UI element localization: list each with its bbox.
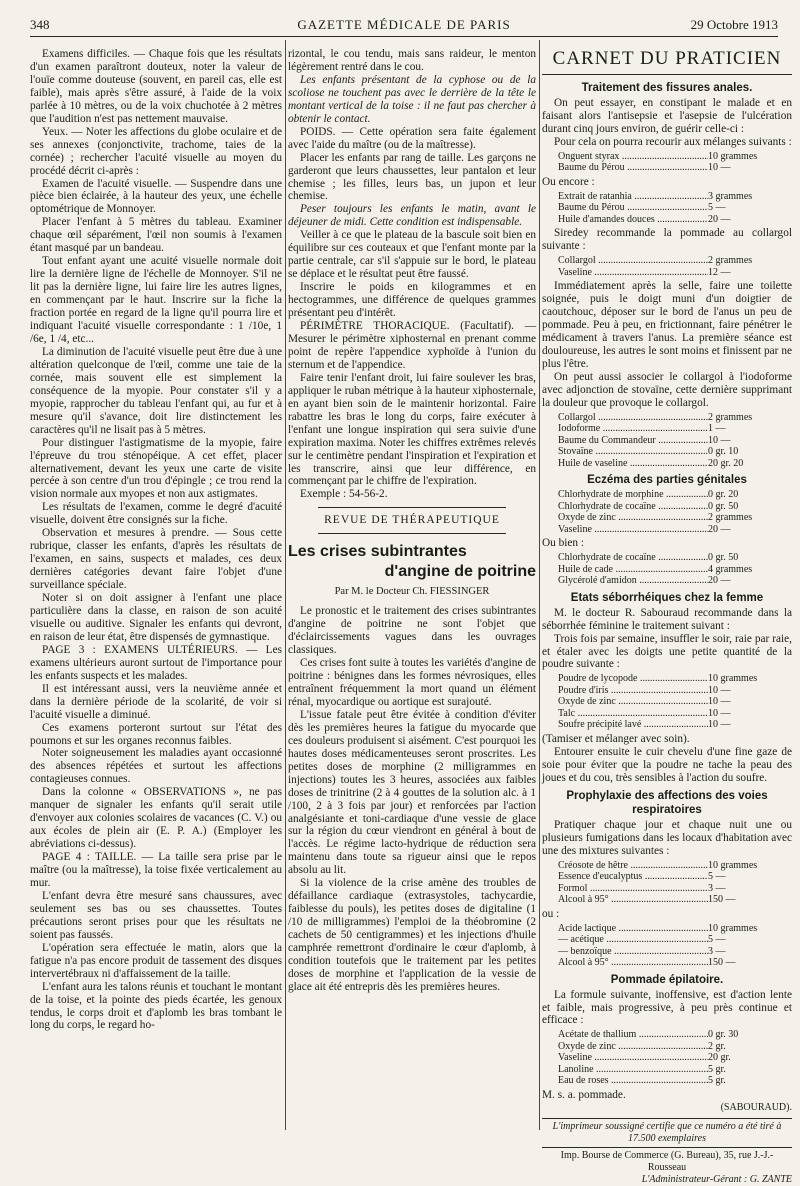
column-right — [542, 48, 792, 1186]
prescription-line — [558, 894, 792, 906]
paragraph: M. s. a. pommade. — [542, 1088, 626, 1101]
paragraph: Peser toujours les enfants le matin, avant le déjeuner de midi. Cette condition est indispensable. — [288, 203, 536, 229]
dose: 2 grammes — [708, 411, 753, 423]
dose: 0 gr. 10 — [708, 446, 739, 458]
carnet-title: CARNET DU PRATICIEN — [542, 48, 792, 75]
paragraph: PAGE 4 : TAILLE. — La taille sera prise par le maître (ou la maîtresse), la toise fixée verticalement au mur. — [30, 851, 282, 889]
printer-address: Imp. Bourse de Commerce (G. Bureau), 35, rue J.-J.-Rousseau — [560, 1149, 774, 1173]
paragraph: Tout enfant ayant une acuité visuelle normale doit lire la dernière ligne de l'échelle de Monnoyer. S'il ne lit pas la dernière ligne, lui faire lire les autres lignes, en commençant par le haut. Inscrire sur la fiche la fraction portée en regard de la ligne qu'il pourra lire et indiquant l'acuité visuelle correspondante : 1 /10e, 1 /6e, 1 /4, etc... — [30, 255, 282, 345]
prescription-line — [558, 512, 792, 524]
dose: 2 grammes — [708, 512, 753, 524]
ingredient: Oxyde de zinc ..... — [558, 1041, 708, 1053]
ingredient: Poudre de lycopode ..... — [558, 673, 708, 685]
prescription — [558, 860, 792, 906]
dose: 10 — — [708, 719, 731, 731]
prescription-line — [558, 923, 792, 935]
prescription-line — [558, 446, 792, 458]
prescription-line — [558, 871, 792, 883]
prescription-line — [558, 719, 792, 731]
paragraph: Faire tenir l'enfant droit, lui faire soulever les bras, appliquer le ruban métrique à la hauteur xiphosternale, en ayant bien soin de le maintenir horizontal. Faire rabattre les bras le long du corps, faire exécuter à l'enfant une longue inspiration qui sera suivie d'une expiration maxima. Noter les chiffres extrêmes relevés sur le centimètre pendant l'inspiration et l'expiration et les transcrire, ainsi que leur différence, en commençant par le chiffre de l'expiration. — [288, 371, 536, 488]
prescription — [558, 412, 792, 470]
dose: 4 grammes — [708, 563, 753, 575]
paragraph: Pour distinguer l'astigmatisme de la myopie, faire l'épreuve du trou sténopéique. A cet effet, placer alternativement, devant les yeux une carte de visite percée à son centre d'un trou d'épingle ; ce trou rend la vision normale aux myopes et non aux astigmates. — [30, 436, 282, 501]
dose: 0 gr. 50 — [708, 552, 739, 564]
page-footer — [542, 1102, 792, 1186]
dose: 10 grammes — [708, 859, 758, 871]
dose: 5 gr. — [708, 1063, 726, 1075]
paragraph: On peut essayer, en constipant le malade et en faisant alors l'antisepsie et l'asepsie de l'ulcération durant cinq jours environ, de guérir celle-ci : — [542, 97, 792, 135]
paragraph: Examen de l'acuité visuelle. — Suspendre dans une pièce bien éclairée, à la hauteur des yeux, une échelle optométrique de Monnoyer. — [30, 177, 282, 216]
dose: 2 grammes — [708, 255, 753, 267]
ingredient: Baume du Pérou ..... — [558, 202, 708, 214]
ingredient: — acétique ..... — [558, 934, 708, 946]
paragraph: PÉRIMÈTRE THORACIQUE. (Facultatif). — Mesurer le périmètre xiphosternal en prenant comme point de repère l'appendice xyphoïde à l'union du sternum et de l'appendice. — [288, 320, 536, 371]
ingredient: Acétate de thallium ..... — [558, 1029, 708, 1041]
subsection-title: Prophylaxie des affections des voies respiratoires — [566, 789, 768, 816]
ingredient: Baume du Commandeur ..... — [558, 435, 708, 447]
article-body — [288, 605, 536, 994]
prescription-line — [558, 883, 792, 895]
ingredient: Alcool à 95° ..... — [558, 957, 708, 969]
dose: 10 — — [708, 162, 731, 174]
dose: 3 — — [708, 945, 726, 957]
page-header — [30, 14, 778, 37]
ingredient: Oxyde de zinc ..... — [558, 512, 708, 524]
article-title-line-1: Les crises subintrantes — [288, 543, 467, 561]
prescription — [558, 489, 792, 535]
ingredient: Alcool à 95° ..... — [558, 894, 708, 906]
prescription — [558, 673, 792, 731]
ingredient: Iodoforme ..... — [558, 423, 708, 435]
prescription-line — [558, 423, 792, 435]
prescription-line — [558, 1041, 792, 1053]
dose: 10 — — [708, 684, 731, 696]
paragraph: On peut aussi associer le collargol à l'iodoforme avec adjonction de stovaïne, cette dernière supprimant la douleur que provoque le collargol. — [542, 370, 792, 409]
prescription-line — [558, 191, 792, 203]
paragraph: Ou bien : — [542, 537, 585, 550]
paragraph: Ces examens porteront surtout sur l'état des poumons et sur les organes reconnus faibles. — [30, 721, 282, 747]
prescription — [558, 191, 792, 226]
paragraph: Placer l'enfant à 5 mètres du tableau. Examiner chaque œil séparément, l'œil non soumis à l'examen étant masqué par un bandeau. — [30, 216, 282, 255]
prescription-line — [558, 489, 792, 501]
prescription-line — [558, 860, 792, 872]
paragraph: (Tamiser et mélanger avec soin). — [542, 732, 690, 745]
prescription-line — [558, 202, 792, 214]
prescription-line — [558, 151, 792, 163]
paragraph: Noter soigneusement les maladies ayant occasionné des absences répétées et surtout les affections contagieuses connues. — [30, 747, 282, 786]
ingredient: Créosote de hêtre ..... — [558, 860, 708, 872]
column-divider — [285, 40, 286, 1130]
signature: (SABOURAUD). — [720, 1101, 792, 1113]
section-rule — [318, 533, 506, 534]
ingredient: Acide lactique ..... — [558, 923, 708, 935]
dose: 1 — — [708, 423, 726, 435]
dose: 3 — — [708, 882, 726, 894]
paragraph: Entourer ensuite le cuir chevelu d'une fine gaze de soie pour éviter que la poudre ne tache la peau des joues et du cou, très sensibles à l'action du soufre. — [542, 745, 792, 784]
page-number: 348 — [30, 17, 50, 32]
ingredient: Vaseline ..... — [558, 524, 708, 536]
subsection-title: Eczéma des parties génitales — [587, 474, 747, 487]
prescription-line — [558, 685, 792, 697]
paragraph: L'enfant devra être mesuré sans chaussures, avec seulement ses bas ou ses chaussettes. Toutes précautions seront prises pour que les résultats ne soient pas faussés. — [30, 889, 282, 941]
prescription-line — [558, 255, 792, 267]
journal-title: GAZETTE MÉDICALE DE PARIS — [297, 17, 511, 32]
paragraph: L'issue fatale peut être évitée à condition d'éviter dès les premières heures la fatigue du myocarde que ces douleurs produisent si aisément. C'est pourquoi les hautes doses médicamenteuses seront proscrites. Les petites doses de morphine (2 milligrammes en injections) toutes les 3 heures, associées aux faibles doses de trinitrine (2 à 4 gouttes de la solution alc. à 1 /100, 2 à 3 fois par jour) et renforcées par l'action analgésiante et toni-cardiaque d'une vessie de glace sur la région du cœur viendront en général à bout de l'accès. Le régime lacto-hydrique de réduction sera maintenu dans toute sa rigueur ainsi que le repos absolu au lit. — [288, 708, 536, 877]
paragraph: La diminution de l'acuité visuelle peut être due à une altération quelconque de l'œil, comme une taie de la cornée, mais souvent elle est simplement la conséquence de la myopie. Pour constater s'il y a myopie, rapprocher du tableau l'enfant qui, au fur et à mesure qu'il s'avance, doit lire distinctement les caractères qu'il ne lisait pas à 5 mètres. — [30, 345, 282, 436]
paragraph: M. le docteur R. Sabouraud recommande dans la séborrhée féminine le traitement suivant : — [542, 606, 792, 632]
ingredient: Extrait de ratanhia ..... — [558, 191, 708, 203]
ingredient: Eau de roses ..... — [558, 1075, 708, 1087]
ingredient: Essence d'eucalyptus ..... — [558, 871, 708, 883]
prescription-line — [558, 162, 792, 174]
paragraph: Pratiquer chaque jour et chaque nuit une ou plusieurs fumigations dans les locaux d'habitation avec une des mixtures suivantes : — [542, 818, 792, 857]
paragraph: Pour cela on pourra recourir aux mélanges suivants : — [554, 135, 792, 148]
ingredient: Glycérolé d'amidon ..... — [558, 575, 708, 587]
paragraph: Yeux. — Noter les affections du globe oculaire et de ses annexes (conjonctivite, trachome, taies de la cornée) ; rechercher l'acuité visuelle au moyen du procédé décrit ci-après : — [30, 125, 282, 177]
paragraph: L'opération sera effectuée le matin, alors que la fatigue n'a pas encore produit de tassement des disques intervertébraux ni d'affaissement de la taille. — [30, 941, 282, 980]
ingredient: Poudre d'iris ..... — [558, 685, 708, 697]
ingredient: Vaseline ..... — [558, 267, 708, 279]
dose: 10 grammes — [708, 922, 758, 934]
ingredient: Chlorhydrate de morphine ..... — [558, 489, 708, 501]
ingredient: Stovaïne ..... — [558, 446, 708, 458]
dose: 2 gr. — [708, 1040, 726, 1052]
paragraph: Observation et mesures à prendre. — Sous cette rubrique, classer les enfants, d'après les résultats de l'examen, en sains, suspects et malades, ces deux dernières catégories devant faire l'objet d'une surveillance spéciale. — [30, 527, 282, 592]
prescription-line — [558, 696, 792, 708]
manager-line: L'Administrateur-Gérant : G. ZANTE — [641, 1173, 792, 1185]
paragraph: L'enfant aura les talons réunis et touchant le montant de la toise, et la pointe des pieds écartée, les genoux tendus, le corps droit et d'aplomb les bras tombant le long du corps, le regard ho- — [30, 980, 282, 1032]
dose: 150 — — [708, 894, 736, 906]
article-byline: Par M. le Docteur Ch. FIESSINGER — [334, 586, 490, 598]
dose: 20 — — [708, 523, 731, 535]
dose: 20 — — [708, 575, 731, 587]
prescription-line — [558, 501, 792, 513]
prescription-line — [558, 214, 792, 226]
paragraph: Il est intéressant aussi, vers la neuvième année et dans la dernière période de la scolarité, de voir si l'acuité visuelle a diminué. — [30, 682, 282, 721]
ingredient: Onguent styrax ..... — [558, 151, 708, 163]
prescription — [558, 1029, 792, 1087]
section-rule — [318, 507, 506, 508]
dose: 5 — — [708, 202, 726, 214]
dose: 20 gr. — [708, 1052, 731, 1064]
paragraph: Placer les enfants par rang de taille. Les garçons ne garderont que leurs chaussettes, leur pantalon et leur chemise ; les filles, leurs bas, un jupon et leur chemise. — [288, 151, 536, 203]
ingredient: Huile de cade ..... — [558, 564, 708, 576]
paragraph: Immédiatement après la selle, faire une toilette soignée, puis le doigt muni d'un doigtier de caoutchouc, déposer sur le bord de l'anus un peu de pommade. Peu à peu, en frictionnant, faire pénétrer le médicament à travers l'anus. La première séance est douloureuse, les autres le sont moins et finissent par ne plus l'être. — [542, 280, 792, 370]
issue-date: 29 Octobre 1913 — [690, 17, 778, 32]
prescription-line — [558, 435, 792, 447]
prescription-line — [558, 524, 792, 536]
column-left — [30, 48, 282, 1032]
dose: 0 gr. 20 — [708, 489, 739, 501]
paragraph: Veiller à ce que le plateau de la bascule soit bien en équilibre sur ces couteaux et que l'enfant monte par la partie centrale, car s'il s'appuie sur le bord, le plateau se déplace et le résultat peut être faussé. — [288, 229, 536, 281]
ingredient: Talc ..... — [558, 708, 708, 720]
dose: 5 gr. — [708, 1075, 726, 1087]
ingredient: — benzoïque ..... — [558, 946, 708, 958]
paragraph: PAGE 3 : EXAMENS ULTÉRIEURS. — Les examens ultérieurs auront surtout de l'importance pour les enfants suspects et les malades. — [30, 643, 282, 682]
prescription-line — [558, 267, 792, 279]
ingredient: Huile de vaseline ..... — [558, 458, 708, 470]
paragraph: Les résultats de l'examen, comme le degré d'acuité visuelle, doivent être consignés sur la fiche. — [30, 501, 282, 527]
paragraph: Les enfants présentant de la cyphose ou de la scoliose ne touchent pas avec le derrière de la tête le montant vertical de la toise : il ne faut pas chercher à obtenir le contact. — [288, 73, 536, 125]
prescription-line — [558, 552, 792, 564]
prescription-line — [558, 1029, 792, 1041]
column-middle — [288, 48, 536, 994]
prescription-line — [558, 957, 792, 969]
dose: 10 — — [708, 696, 731, 708]
prescription-line — [558, 575, 792, 587]
paragraph: Ces crises font suite à toutes les variétés d'angine de poitrine : bénignes dans les formes névrosiques, elles entraînent fréquemment la mort quand un élément rénal, myocardique ou aortique est surajouté. — [288, 657, 536, 708]
paragraph: Trois fois par semaine, insuffler le soir, raie par raie, et étaler avec les doigts une petite quantité de la poudre suivante : — [542, 632, 792, 671]
prescription-line — [558, 458, 792, 470]
dose: 20 gr. 20 — [708, 457, 744, 469]
prescription — [558, 255, 792, 278]
subsection-title: Traitement des fissures anales. — [581, 82, 753, 94]
hygiene-instructions — [288, 48, 536, 501]
paragraph: ou : — [542, 907, 560, 920]
dose: 5 — — [708, 934, 726, 946]
prescription — [558, 552, 792, 587]
dose: 10 — — [708, 434, 731, 446]
article-title-line-2: d'angine de poitrine — [384, 563, 536, 581]
column-divider — [539, 40, 540, 1130]
ingredient: Collargol ..... — [558, 255, 708, 267]
ingredient: Chlorhydrate de cocaïne ..... — [558, 552, 708, 564]
prescription-line — [558, 1075, 792, 1087]
subsection-title: Pommade épilatoire. — [610, 973, 724, 986]
prescription — [558, 923, 792, 969]
ingredient: Chlorhydrate de cocaïne ..... — [558, 501, 708, 513]
paragraph: POIDS. — Cette opération sera faite également avec l'aide du maître (ou de la maîtresse). — [288, 125, 536, 151]
dose: 150 — — [708, 957, 736, 969]
dose: 0 gr. 30 — [708, 1029, 739, 1041]
ingredient: Huile d'amandes douces ..... — [558, 214, 708, 226]
paragraph: Examens difficiles. — Chaque fois que les résultats d'un examen paraîtront douteux, noter la valeur de l'ouïe comme douteuse (souvent, en pareil cas, elle est faible), mais après s'être assuré, à l'aide de la voix parlée à 10 mètres, ou de la voix chuchotée à 2 mètres que l'audition n'est pas nettement mauvaise. — [30, 48, 282, 125]
prescription-line — [558, 934, 792, 946]
dose: 0 gr. 50 — [708, 500, 739, 512]
dose: 10 grammes — [708, 150, 758, 162]
ingredient: Soufre précipité lavé ..... — [558, 719, 708, 731]
dose: 3 grammes — [708, 190, 753, 202]
print-run-notice: L'imprimeur soussigné certifie que ce numéro a été tiré à 17.500 exemplaires — [542, 1118, 792, 1148]
dose: 10 — — [708, 707, 731, 719]
dose: 5 — — [708, 871, 726, 883]
prescription-line — [558, 564, 792, 576]
paragraph: Noter si on doit assigner à l'enfant une place particulière dans la classe, en raison de son acuité visuelle ou auditive. Signaler les enfants qui devront, en raison de leur état, être dispensés de gymnastique. — [30, 592, 282, 643]
paragraph: Ou encore : — [542, 175, 595, 188]
section-heading: REVUE DE THÉRAPEUTIQUE — [324, 514, 500, 527]
paragraph: rizontal, le cou tendu, mais sans raideur, le menton légèrement rentré dans le cou. — [288, 48, 536, 73]
ingredient: Collargol ..... — [558, 412, 708, 424]
dose: 12 — — [708, 266, 731, 278]
ingredient: Vaseline ..... — [558, 1052, 708, 1064]
prescription-line — [558, 412, 792, 424]
prescription-line — [558, 1052, 792, 1064]
ingredient: Lanoline ..... — [558, 1064, 708, 1076]
dose: 20 — — [708, 213, 731, 225]
paragraph: Si la violence de la crise amène des troubles de défaillance cardiaque (extrasystoles, tachycardie, faiblesse du pouls), les petites doses de digitaline (1 /10 de milligrammes) l'emploi de la théobromine (2 cachets de 50 centigrammes) et les injections d'huile camphrée remettront d'ordinaire le cœur d'aplomb, à condition toutefois que le traitement par les petites doses de morphine et l'application de la vessie de glace ait été entrepris dès les premières heures. — [288, 877, 536, 993]
paragraph: La formule suivante, inoffensive, est d'action lente et faible, mais progressive, à peu près continue et efficace : — [542, 988, 792, 1027]
paragraph: Exemple : 54-56-2. — [300, 488, 388, 501]
dose: 10 grammes — [708, 673, 758, 685]
paragraph: Siredey recommande la pommade au collargol suivante : — [542, 227, 792, 253]
ingredient: Formol ..... — [558, 883, 708, 895]
prescription-line — [558, 708, 792, 720]
article-title — [288, 542, 536, 582]
prescription-line — [558, 1064, 792, 1076]
carnet-body — [542, 81, 792, 1102]
paragraph: Le pronostic et le traitement des crises subintrantes d'angine de poitrine ne sont l'objet que d'éclaircissements vagues dans les ouvrages classiques. — [288, 605, 536, 657]
prescription-line — [558, 673, 792, 685]
prescription — [558, 151, 792, 174]
paragraph: Dans la colonne « OBSERVATIONS », ne pas manquer de signaler les enfants qu'il serait utile d'envoyer aux colonies scolaires de vacances (C. V.) ou aux écoles de plein air (E. P. A.) (Employer les abréviations ci-dessus). — [30, 786, 282, 851]
paragraph: Inscrire le poids en kilogrammes et en hectogrammes, une différence de quelques grammes présentant peu d'intérêt. — [288, 281, 536, 320]
ingredient: Baume du Pérou ..... — [558, 162, 708, 174]
subsection-title: Etats séborrhéiques chez la femme — [570, 591, 764, 604]
prescription-line — [558, 946, 792, 958]
ingredient: Oxyde de zinc ..... — [558, 696, 708, 708]
